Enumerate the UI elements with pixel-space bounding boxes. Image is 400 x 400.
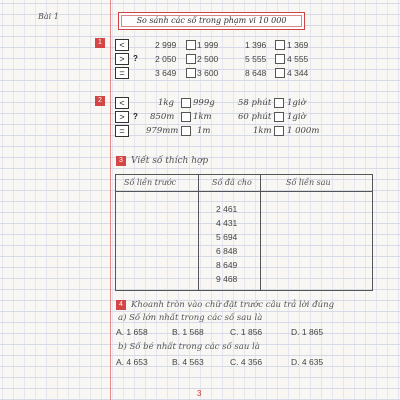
- exercise-2-number: 2: [95, 96, 105, 106]
- number-table: [115, 174, 373, 291]
- value-d: 4 555: [287, 54, 309, 64]
- option-letter: B.: [172, 357, 181, 367]
- option-value: 4 356: [240, 357, 263, 367]
- table-divider: [198, 175, 199, 290]
- answer-box[interactable]: [181, 126, 191, 136]
- given-number: 2 461: [216, 204, 238, 214]
- option-value: 1 856: [240, 327, 263, 337]
- option-a[interactable]: [116, 357, 148, 367]
- value-c: 5 555: [245, 54, 267, 64]
- value-b: 1m: [197, 126, 211, 136]
- option-value: 1 658: [126, 327, 148, 337]
- page-title: So sánh các số trong phạm vi 10 000: [118, 12, 305, 30]
- header-previous: Số liền trước: [124, 178, 177, 187]
- value-d: 4 344: [287, 68, 309, 78]
- value-b: 999g: [193, 98, 215, 108]
- value-d: 1 000m: [287, 126, 320, 136]
- answer-box[interactable]: [181, 112, 191, 122]
- value-b: 1km: [193, 112, 212, 122]
- option-c[interactable]: [230, 327, 262, 337]
- margin-line: [110, 0, 111, 400]
- option-letter: A.: [116, 357, 125, 367]
- answer-box[interactable]: [275, 40, 285, 50]
- given-number: 6 848: [216, 246, 238, 256]
- given-number: 4 431: [216, 218, 238, 228]
- sign-less: <: [115, 39, 129, 51]
- value-d: 1giờ: [287, 112, 306, 122]
- sign-greater: >: [115, 53, 129, 65]
- given-number: 5 694: [216, 232, 238, 242]
- sign-less: <: [115, 97, 129, 109]
- question-mark: ?: [133, 54, 138, 63]
- option-b[interactable]: [172, 357, 204, 367]
- option-d[interactable]: [291, 327, 323, 337]
- value-a: 2 050: [155, 54, 177, 64]
- value-c: 8 648: [245, 68, 267, 78]
- answer-box[interactable]: [181, 98, 191, 108]
- value-b: 3 600: [197, 68, 219, 78]
- option-c[interactable]: [230, 357, 262, 367]
- answer-box[interactable]: [275, 54, 285, 64]
- option-d[interactable]: [291, 357, 323, 367]
- answer-box[interactable]: [275, 68, 285, 78]
- table-header-divider: [116, 191, 372, 192]
- option-value: 4 653: [126, 357, 148, 367]
- value-d: 1 369: [287, 40, 309, 50]
- exercise-1-number: 1: [95, 38, 105, 48]
- option-value: 1 568: [182, 327, 204, 337]
- given-number: 8 649: [216, 260, 238, 270]
- lesson-label: Bài 1: [38, 12, 59, 21]
- value-b: 1 999: [197, 40, 219, 50]
- given-number: 9 468: [216, 274, 238, 284]
- question-mark: ?: [133, 112, 138, 121]
- answer-box[interactable]: [274, 112, 284, 122]
- value-a: 2 999: [155, 40, 177, 50]
- value-a: 850m: [150, 112, 175, 122]
- value-a: 979mm: [146, 126, 179, 136]
- answer-box[interactable]: [186, 40, 196, 50]
- page-number: 3: [197, 389, 202, 398]
- exercise-4-number: 4: [116, 300, 126, 310]
- answer-box[interactable]: [186, 54, 196, 64]
- answer-box[interactable]: [274, 126, 284, 136]
- header-next: Số liền sau: [286, 178, 331, 187]
- value-a: 1kg: [158, 98, 174, 108]
- header-given: Số đã cho: [212, 178, 252, 187]
- option-a[interactable]: [116, 327, 148, 337]
- part-b-question: b) Số bé nhất trong các số sau là: [118, 342, 260, 352]
- answer-box[interactable]: [186, 68, 196, 78]
- value-d: 1giờ: [287, 98, 306, 108]
- value-a: 3 649: [155, 68, 177, 78]
- exercise-3-number: 3: [116, 156, 126, 166]
- option-value: 4 563: [182, 357, 204, 367]
- sign-equal: =: [115, 125, 129, 137]
- option-value: 1 865: [301, 327, 324, 337]
- value-b: 2 500: [197, 54, 219, 64]
- option-b[interactable]: [172, 327, 204, 337]
- sign-equal: =: [115, 67, 129, 79]
- table-divider: [260, 175, 261, 290]
- option-value: 4 635: [301, 357, 324, 367]
- exercise-4-instruction: Khoanh tròn vào chữ đặt trước câu trả lời đúng: [131, 300, 335, 310]
- value-c: 1km: [253, 126, 272, 136]
- option-letter: D.: [291, 357, 300, 367]
- option-letter: A.: [116, 327, 125, 337]
- value-c: 58 phút: [238, 98, 272, 108]
- answer-box[interactable]: [274, 98, 284, 108]
- option-letter: D.: [291, 327, 300, 337]
- sign-greater: >: [115, 111, 129, 123]
- exercise-3-instruction: Viết số thích hợp: [131, 156, 209, 166]
- option-letter: B.: [172, 327, 181, 337]
- value-c: 60 phút: [238, 112, 272, 122]
- value-c: 1 396: [245, 40, 267, 50]
- option-letter: C.: [230, 357, 239, 367]
- option-letter: C.: [230, 327, 239, 337]
- part-a-question: a) Số lớn nhất trong các số sau là: [118, 313, 263, 323]
